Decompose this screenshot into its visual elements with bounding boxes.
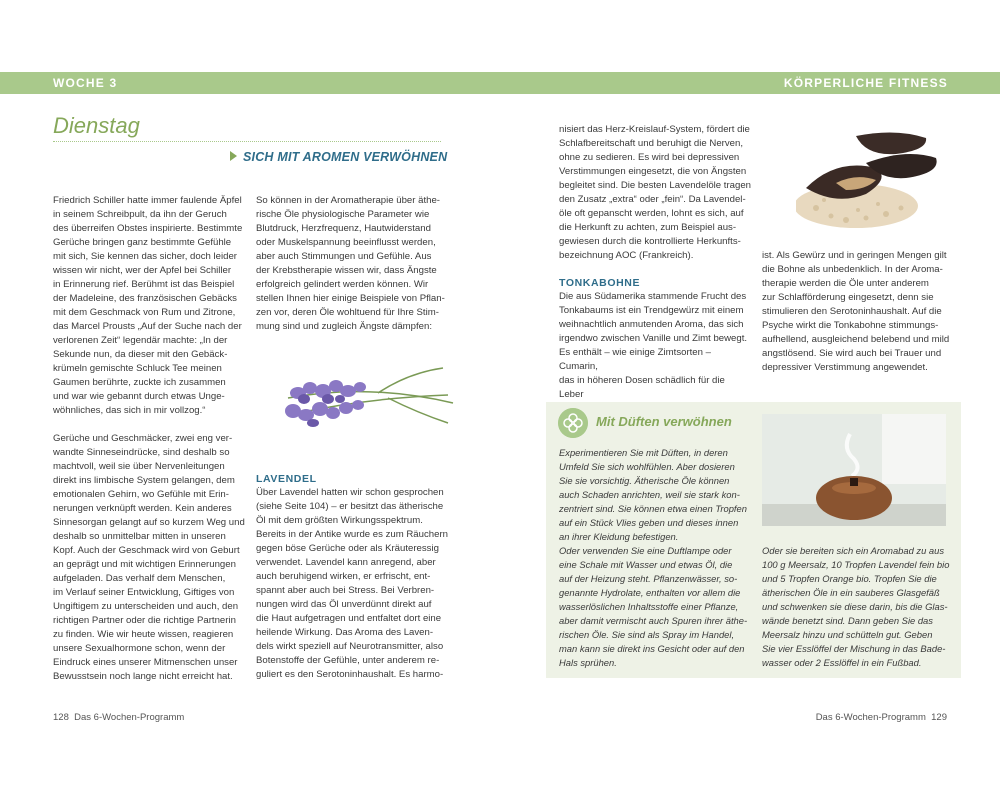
week-label: WOCHE 3 <box>53 76 118 90</box>
lavender-section <box>256 472 448 696</box>
dotted-divider <box>53 141 441 142</box>
column-2 <box>256 194 448 348</box>
section-subheading <box>230 150 447 164</box>
subheading-text: SICH MIT AROMEN VERWÖHNEN <box>243 150 448 164</box>
info-box-text-left: Experimentieren Sie mit Düften, in deren Umfeld Sie sich wohlfühlen. Aber dosieren Sie sie vorsichtig. Ätherische Öle können auch Schaden anrichten, weil sie stark kon- zentriert sind. Sie können etwa einen Tropfen auf ein Stück Vlies geben und dieses innen an ihrer Kleidung befestigen. Oder verwenden Sie eine Duftlampe oder eine Schale mit Wasser und etwas Öl, die auf der Heizung steht. Pflanzenwässer, so- genannte Hydrolate, enthalten vor allem die wasserlöslichen Inhaltsstoffe einer Pflanze, aber damit vermischt auch Spuren ihrer äthe- rischen Öle. Sie sind als Spray im Handel, man kann sie direkt ins Gesicht oder auf den Hals sprühen. <box>559 447 748 668</box>
page-number-left: 128 <box>53 712 69 723</box>
diffuser-image <box>762 414 946 526</box>
column-4 <box>762 249 954 389</box>
column-1 <box>53 194 245 698</box>
column-3 <box>559 123 751 277</box>
footer-right <box>816 712 947 723</box>
footer-title-left: Das 6-Wochen-Programm <box>74 712 185 723</box>
paragraph: So können in der Aromatherapie über äthe- rische Öle physiologische Parameter wie Blutdruck, Herzfrequenz, Hautwiderstand oder Muskelspannung beeinflusst werden, aber auch Stimmungen und Gefühle. Aus der Krebstherapie wissen wir, dass Ängste erfolgreich gelindert werden können. Wir stellen Ihnen hier einige Beispiele von Pflan- zen vor, deren Öle wohltuend für Ihre Stim- mung sind und zugleich Ängste dämpfen: <box>256 195 445 332</box>
lavender-heading: LAVENDEL <box>256 473 317 485</box>
triangle-bullet-icon <box>230 151 237 161</box>
info-box-text-right: Oder sie bereiten sich ein Aromabad zu aus 100 g Meersalz, 10 Tropfen Lavendel fein bio und 5 Tropfen Orange bio. Tropfen Sie die ätherischen Öle in ein sauberes Glasgefäß und schwenken sie diese darin, bis die Glas- wände benetzt sind. Dann geben Sie das Meersalz hinzu und schütteln gut. Geben Sie vier Esslöffel der Mischung in das Bade- wasser oder 2 Esslöffel in ein Fußbad. <box>762 545 950 668</box>
paragraph: nisiert das Herz-Kreislauf-System, fördert die Schlafbereitschaft und beruhigt die Nerven, ohne zu sedieren. Es wird bei depressiven Verstimmungen eingesetzt, die von Ängsten begleitet sind. Die besten Lavendelöle tragen den Zusatz „extra“ oder „fein“. Da Lavendel- öle oft gepanscht werden, lohnt es sich, auf die Herkunft zu achten, zum Beispiel aus- gewiesen durch die kontrollierte Herkunfts- bezeichnung AOC (Frankreich). <box>559 124 752 261</box>
footer-title-right: Das 6-Wochen-Programm <box>815 712 926 723</box>
paragraph: Gerüche und Geschmäcker, zwei eng ver- wandte Sinneseindrücke, sind deshalb so machtvoll, weil sie über Nervenleitungen direkt ins limbische System gelangen, dem emotionalen Gehirn, wo Gefühle mit Erin- nerungen verknüpft werden. Kein anderes Sinnesorgan gelangt auf so kurzem Weg und deshalb so unmittelbar mitten in unseren Kopf. Auch der Geschmack wird von Geburt an geprägt und mit wichtigen Erinnerungen aufgeladen. Das verhalf dem Menschen, im Verlauf seiner Entwicklung, Giftiges von Ungiftigem zu unterscheiden und auch, den richtigen Partner oder die richtige Partnerin zu finden. Wie wir heute wissen, reagieren unsere Sexualhormone schon, wenn der Eindruck eines unserer Mitmenschen unser Bewusstsein noch lange nicht erreicht hat. <box>53 433 245 682</box>
paragraph: Friedrich Schiller hatte immer faulende Äpfel in seinem Schreibpult, da ihn der Geruch des überreifen Obstes inspirierte. Bestimmte Gerüche bringen ganz bestimmte Gefühle mit sich, Sie kennen das sicher, doch leider wissen wir nicht, wer der Apfel bei Schiller in Erinnerung rief. Berühmt ist das Beispiel der Madeleine, des französischen Gebäcks mit dem Geschmack von Rum und Zitrone, das Marcel Prousts „Auf der Suche nach der verlorenen Zeit“ legendär machte: „In der Sekunde nun, da dieser mit den Gebäck- krümeln gemischte Schluck Tee meinen Gaumen berührte, zuckte ich zusammen und war wie gebannt durch etwas Unge- wöhnliches, das sich in mir vollzog.“ <box>53 195 243 416</box>
paragraph: ist. Als Gewürz und in geringen Mengen gilt die Bohne als unbedenklich. In der Aroma- therapie werden die Öle unter anderem zur Schlafförderung eingesetzt, denn sie stimulieren den Serotoninhaushalt. Auf die Psyche wirkt die Tonkabohne stimmungs- aufhellend, ausgleichend belebend und mild angstlösend. Sie wird auch bei Trauer und depressiver Verstimmung angewendet. <box>762 250 950 373</box>
page-number-right: 129 <box>931 712 947 723</box>
section-header-band <box>0 72 1000 94</box>
tonka-heading: TONKABOHNE <box>559 277 641 289</box>
tonka-bean-image <box>796 128 944 232</box>
flower-icon <box>558 408 588 438</box>
chapter-label: KÖRPERLICHE FITNESS <box>783 76 948 90</box>
lavender-image <box>268 353 458 443</box>
footer-left <box>53 712 184 723</box>
paragraph: Die aus Südamerika stammende Frucht des Tonkabaums ist ein Trendgewürz mit einem weihnachtlich anmutenden Aroma, das sich irgendwo zwischen Vanille und Zimt bewegt. Es enthält – wie einige Zimtsorten – Cumarin, das in höheren Dosen schädlich für die Leber <box>559 291 748 400</box>
tonka-section <box>559 276 751 416</box>
page-title: Dienstag <box>53 113 140 138</box>
paragraph: Über Lavendel hatten wir schon gesprochen (siehe Seite 104) – er besitzt das ätherische Öl mit dem größten Wirkungsspektrum. Bereits in der Antike wurde es zum Räuchern gegen böse Gerüche oder als Kräuteressig verwendet. Lavendel kann anregend, aber auch beruhigend wirken, er erfrischt, ent- spannt aber auch bei Stress. Bei Verbren- nungen wird das Öl unverdünnt direkt auf die Haut aufgetragen und entfaltet dort eine heilende Wirkung. Das Aroma des Laven- dels wirkt speziell auf Neurotransmitter, also Botenstoffe der Gefühle, unter anderem re- guliert es den Serotoninhaushalt. Es harmo- <box>256 487 448 680</box>
info-box-title: Mit Düften verwöhnen <box>596 414 732 429</box>
